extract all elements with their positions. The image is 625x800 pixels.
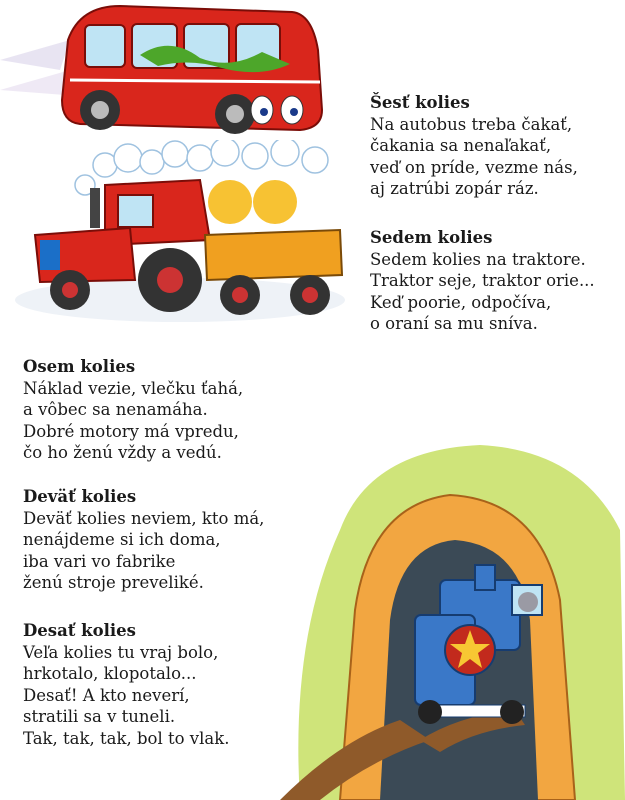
poem-line: nenájdeme si ich doma, — [23, 530, 221, 549]
poem-line: ženú stroje preveliké. — [23, 573, 204, 592]
poem-title: Deväť kolies — [23, 487, 137, 506]
poem-line: stratili sa v tuneli. — [23, 707, 176, 726]
poem-line: Na autobus treba čakať, — [370, 114, 573, 134]
poem-line: Náklad vezie, vlečku ťahá, — [23, 378, 244, 398]
poem-line: Veľa kolies tu vraj bolo, — [23, 642, 219, 662]
poem-line: hrkotalo, klopotalo... — [23, 664, 197, 683]
poem-nine-wheels — [23, 486, 264, 594]
poem-line: čo ho ženú vždy a vedú. — [23, 443, 222, 462]
tractor-illustration — [10, 140, 350, 330]
poem-line: Keď poorie, odpočíva, — [370, 292, 552, 312]
poem-title: Osem kolies — [23, 357, 136, 376]
poem-line: čakania sa nenaľakať, — [370, 136, 552, 155]
poem-eight-wheels — [23, 356, 243, 464]
poem-line: o oraní sa mu sníva. — [370, 314, 538, 333]
poem-line: Tak, tak, tak, bol to vlak. — [23, 728, 230, 748]
poem-title: Šesť kolies — [370, 93, 470, 112]
poem-line: veď on príde, vezme nás, — [370, 157, 578, 177]
train-tunnel-illustration — [280, 440, 625, 800]
poem-line: Deväť kolies neviem, kto má, — [23, 508, 265, 528]
poem-seven-wheels — [370, 227, 595, 335]
poem-line: Desať! A kto neverí, — [23, 685, 190, 705]
poem-line: Traktor seje, traktor orie... — [370, 271, 595, 290]
poem-line: Sedem kolies na traktore. — [370, 249, 586, 269]
poem-line: Dobré motory má vpredu, — [23, 421, 239, 441]
poem-title: Desať kolies — [23, 621, 136, 640]
poem-ten-wheels — [23, 620, 229, 749]
bus-illustration — [0, 0, 330, 150]
poem-line: iba vari vo fabrike — [23, 551, 176, 571]
poem-line: aj zatrúbi zopár ráz. — [370, 179, 539, 198]
poem-line: a vôbec sa nenamáha. — [23, 400, 208, 419]
poem-six-wheels — [370, 92, 578, 200]
poem-title: Sedem kolies — [370, 228, 493, 247]
